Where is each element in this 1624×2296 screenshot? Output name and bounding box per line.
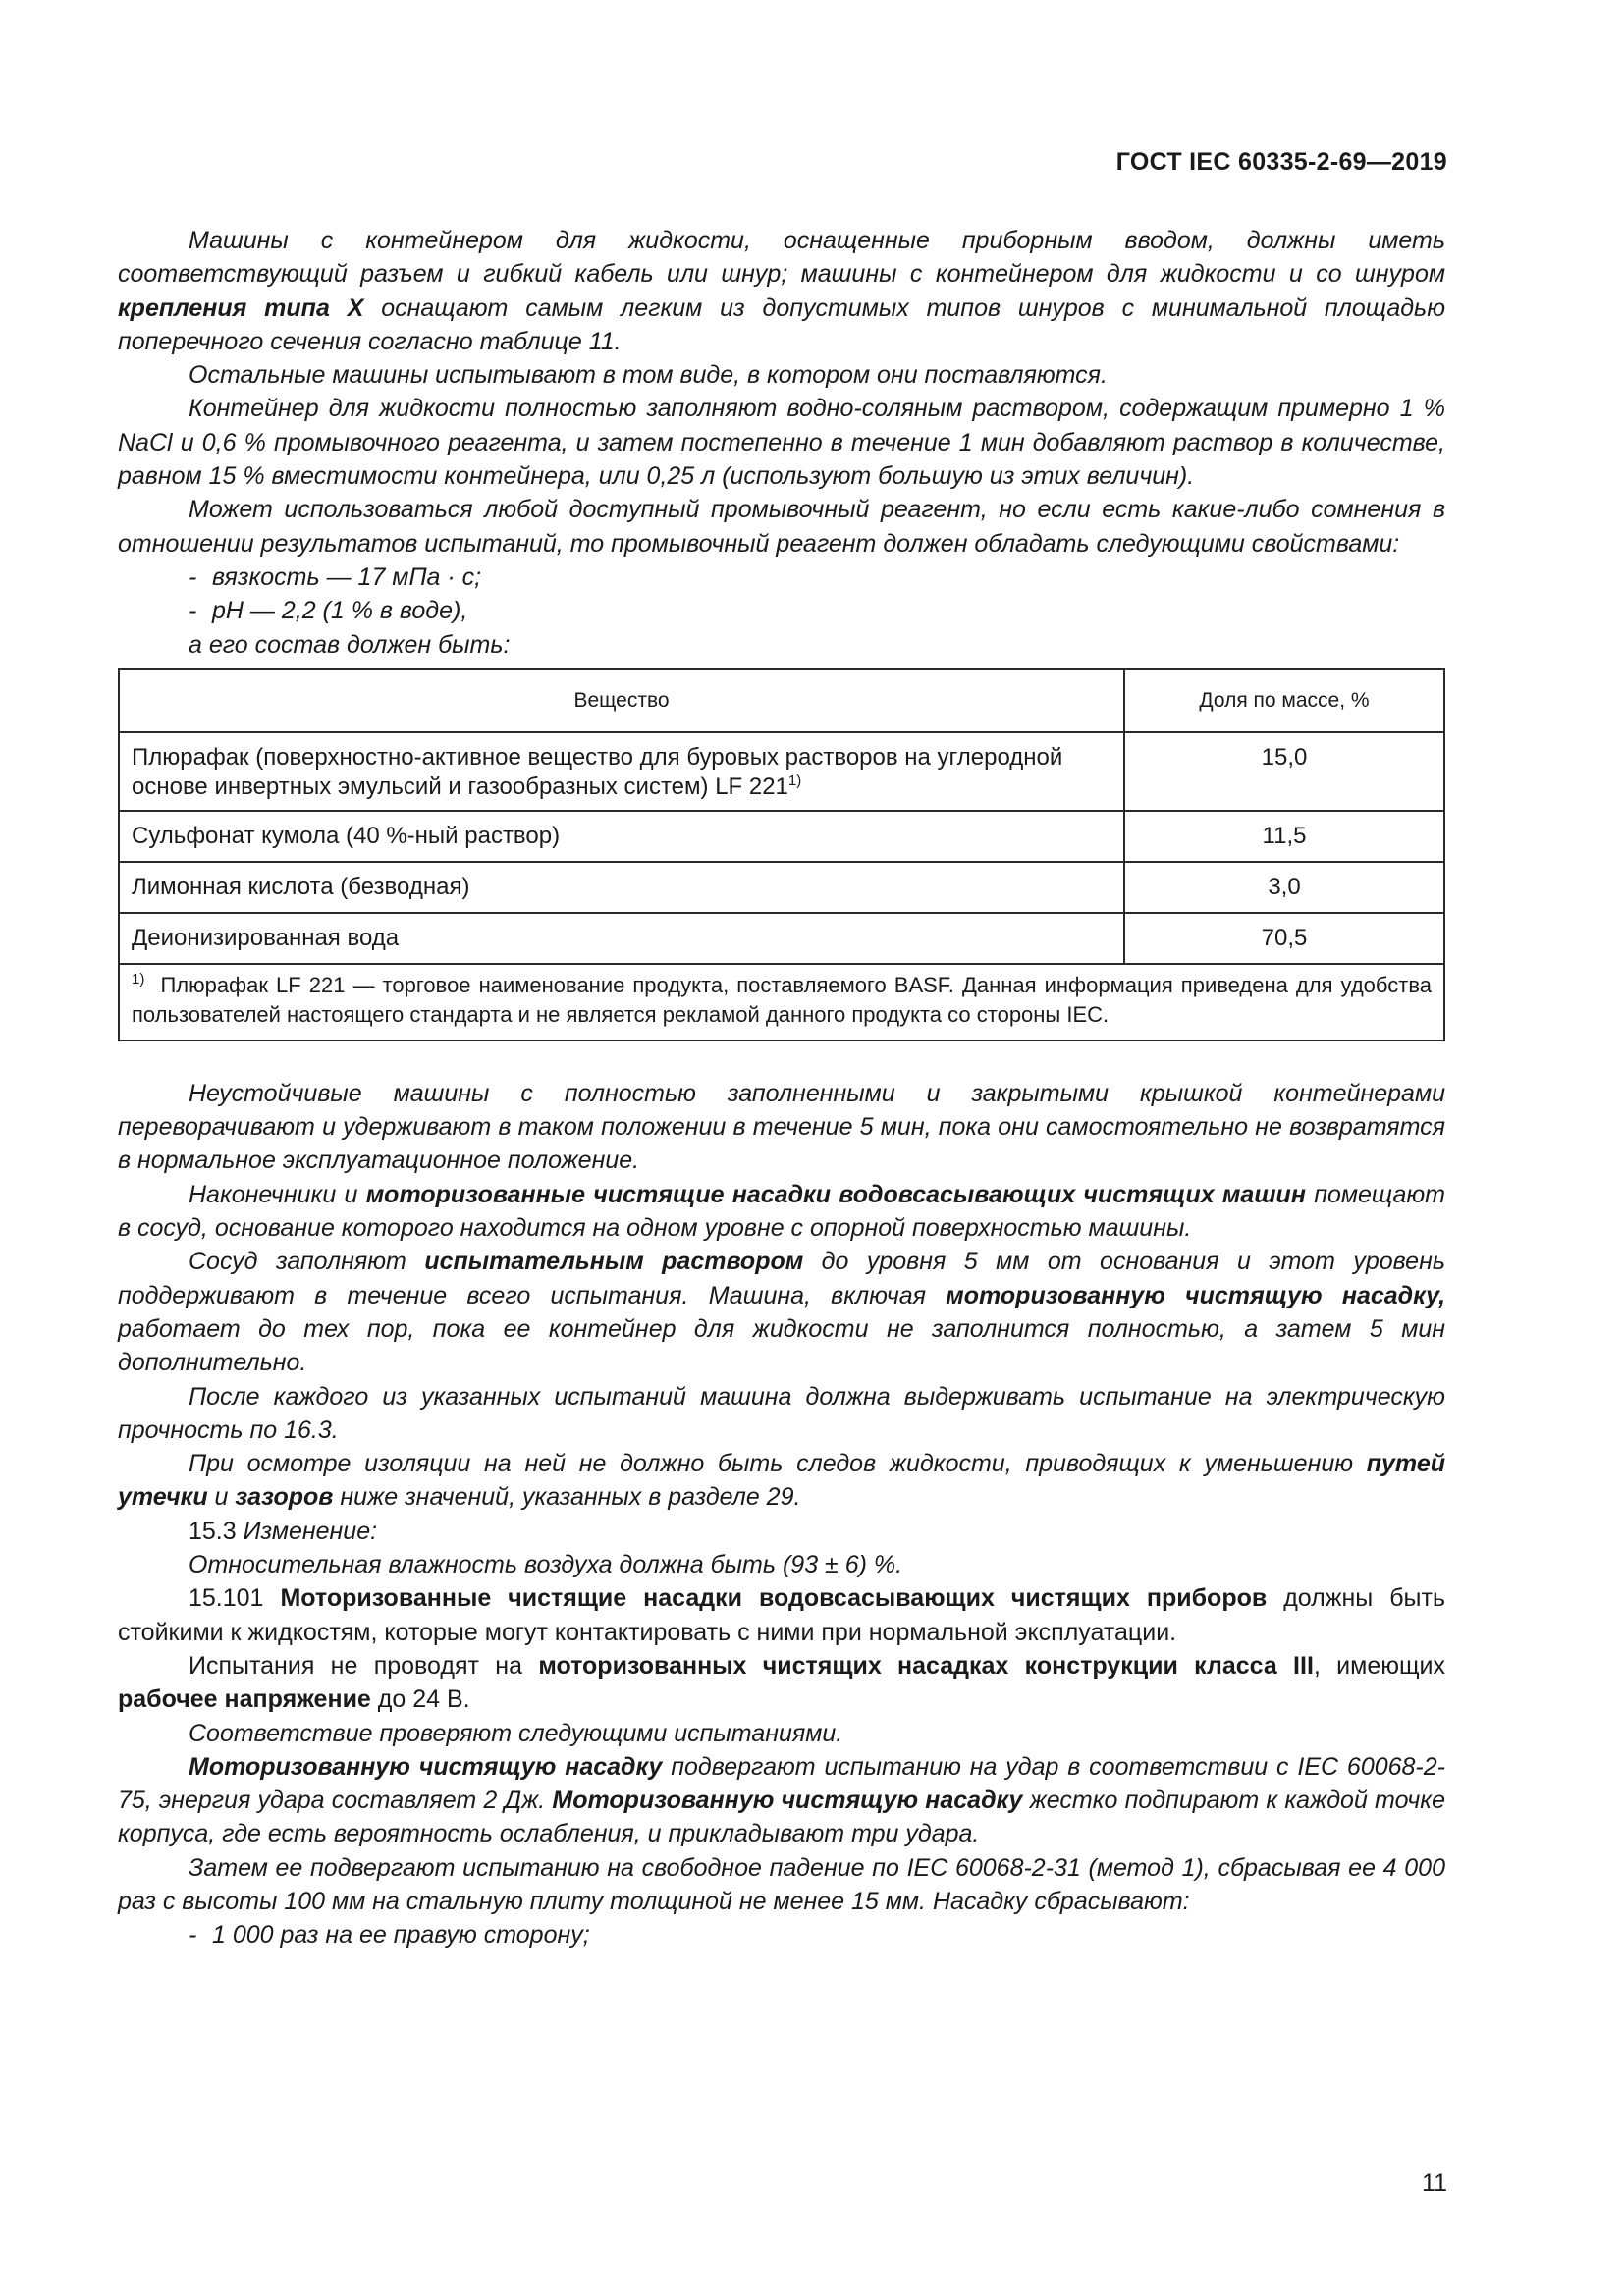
text-run: Машины с контейнером для жидкости, оснащенные приборным вводом, должны иметь соответствующий разъем и гибкий кабель или шнур; машины с контейнером для жидкости и со шнуром: [118, 227, 1445, 289]
term-class-iii-heads: моторизованных чистящих насадках конструкции класса III: [538, 1651, 1314, 1680]
list-dash: -: [189, 562, 197, 591]
paragraph-class-iii-exemption: [118, 1649, 1445, 1717]
text-run: работает до тех пор, пока ее контейнер для жидкости не заполнится полностью, а затем 5 мин дополнительно.: [118, 1314, 1445, 1377]
list-dash: -: [189, 597, 197, 625]
page-body: [118, 224, 1445, 1952]
term-motorized-cleaning-heads-appliances: Моторизованные чистящие насадки водовсасывающих чистящих приборов: [280, 1584, 1268, 1613]
text-run: оснащают самым легким из допустимых типов шнуров с минимальной площадью поперечного сечения согласно таблице 11.: [118, 294, 1446, 355]
list-item-text: 1 000 раз на ее правую сторону;: [212, 1921, 590, 1949]
term-test-solution: испытательным раствором: [424, 1248, 804, 1276]
list-item-text: pH — 2,2 (1 % в воде),: [212, 597, 468, 625]
term-motorized-cleaning-heads: моторизованные чистящие насадки водовсасывающих чистящих машин: [365, 1180, 1306, 1208]
paragraph-free-fall-test: Затем ее подвергают испытанию на свободное падение по IEC 60068-2-31 (метод 1), сбрасывая ее 4 000 раз с высоты 100 мм на стальную плиту толщиной не менее 15 мм. Насадку сбрасывают:: [118, 1853, 1445, 1915]
cell-mass-fraction: 70,5: [1124, 913, 1444, 964]
text-run: до 24 В.: [370, 1685, 470, 1714]
cell-substance: Лимонная кислота (безводная): [119, 862, 1124, 913]
term-motorized-cleaning-head: Моторизованную чистящую насадку: [189, 1752, 663, 1781]
paragraph-electric-strength: После каждого из указанных испытаний машина должна выдерживать испытание на электрическую прочность по 16.3.: [118, 1382, 1445, 1444]
cell-mass-fraction: 3,0: [1124, 862, 1444, 913]
term-clearances: зазоров: [235, 1483, 334, 1512]
list-item-viscosity: [118, 561, 1445, 594]
paragraph-vessel: [118, 1245, 1445, 1379]
list-item-ph: [118, 594, 1445, 627]
text-run: , имеющих: [1313, 1651, 1446, 1680]
paragraph-unstable-machines: Неустойчивые машины с полностью заполненными и закрытыми крышкой контейнерами переворачивают и удерживают в таком положении в течение 5 мин, пока они самостоятельно не возвратятся в нормальное эксплуатационное положение.: [118, 1079, 1445, 1175]
term-creepage-distances: путей утечки: [118, 1450, 1445, 1512]
table-footnote-row: [119, 964, 1444, 1041]
text-run: должны быть стойкими к жидкостям, которые могут контактировать с ними при нормальной эксплуатации.: [118, 1584, 1445, 1646]
clause-number: 15.3: [189, 1517, 237, 1545]
cell-mass-fraction: 15,0: [1124, 732, 1444, 811]
page-number: 11: [1422, 2169, 1447, 2197]
term-motorized-cleaning-head: Моторизованную чистящую насадку: [552, 1787, 1023, 1815]
text-run: подвергают испытанию на удар в соответствии с IEC 60068-2-75, энергия удара составляет 2 Дж.: [118, 1752, 1445, 1815]
term-working-voltage: рабочее напряжение: [118, 1685, 371, 1714]
paragraph-impact-test: [118, 1750, 1445, 1851]
document-standard-header: ГОСТ IEC 60335-2-69—2019: [1115, 148, 1447, 176]
table-row: [119, 913, 1444, 964]
column-header-substance: Вещество: [119, 669, 1124, 732]
footnote-mark: 1): [132, 970, 145, 988]
cell-mass-fraction: 11,5: [1124, 811, 1444, 862]
table-row: [119, 862, 1444, 913]
footnote-ref: 1): [787, 772, 802, 789]
text-run: При осмотре изоляции на ней не должно быть следов жидкости, приводящих к уменьшению: [189, 1450, 1367, 1478]
table-header-row: [119, 669, 1444, 732]
column-header-mass-fraction: Доля по массе, %: [1124, 669, 1444, 732]
clause-15-101: [118, 1581, 1445, 1649]
composition-table: [118, 668, 1445, 1041]
list-item-text: вязкость — 17 мПа · с;: [212, 562, 482, 591]
text-run: и: [207, 1483, 236, 1512]
paragraph-compliance: Соответствие проверяют следующими испытаниями.: [189, 1719, 843, 1747]
term-cord-type-x: крепления типа X: [118, 294, 364, 322]
text-run: Испытания не проводят на: [189, 1651, 539, 1680]
paragraph-containers: [118, 224, 1445, 358]
text-run: ниже значений, указанных в разделе 29.: [333, 1483, 801, 1512]
list-dash: -: [189, 1921, 197, 1949]
text-run: Наконечники и: [189, 1180, 366, 1208]
table-row: [119, 732, 1444, 811]
cell-substance: Сульфонат кумола (40 %-ный раствор): [119, 811, 1124, 862]
text-run: Сосуд заполняют: [189, 1248, 425, 1276]
list-item-right-side: [118, 1918, 1445, 1951]
paragraph-insulation: [118, 1447, 1445, 1515]
paragraph-composition-intro: а его состав должен быть:: [189, 630, 511, 659]
cell-substance: [119, 732, 1124, 811]
table-footnote: [119, 964, 1444, 1041]
footnote-text: Плюрафак LF 221 — торговое наименование продукта, поставляемого BASF. Данная информация приведена для удобства пользователей настоящего стандарта и не является рекламой данного продукта со стороны IEC.: [132, 972, 1432, 1027]
paragraph-other-machines: Остальные машины испытывают в том виде, в котором они поставляются.: [189, 361, 1108, 390]
text-run: помещают в сосуд, основание которого находится на одном уровне с опорной поверхностью машины.: [118, 1180, 1445, 1243]
substance-text: Плюрафак (поверхностно-активное вещество для буровых растворов на углеродной основе инвертных эмульсий и газообразных систем) LF 221: [132, 743, 1063, 800]
text-run: до уровня 5 мм от основания и этот уровень поддерживают в течение всего испытания. Машина, включая: [118, 1248, 1445, 1309]
text-run: жестко подпирают к каждой точке корпуса, где есть вероятность ослабления, и прикладывают три удара.: [118, 1787, 1446, 1848]
paragraph-humidity: Относительная влажность воздуха должна быть (93 ± 6) %.: [189, 1551, 903, 1579]
clause-title: Изменение:: [243, 1517, 378, 1545]
cell-substance: Деионизированная вода: [119, 913, 1124, 964]
paragraph-nozzles: [118, 1178, 1445, 1246]
clause-15-3: [118, 1515, 1445, 1548]
term-motorized-cleaning-head: моторизованную чистящую насадку,: [946, 1281, 1446, 1309]
table-row: [119, 811, 1444, 862]
paragraph-rinsing-agent: Может использоваться любой доступный промывочный реагент, но если есть какие-либо сомнения в отношении результатов испытаний, то промывочный реагент должен обладать следующими свойствами:: [118, 496, 1445, 558]
clause-number: 15.101: [189, 1584, 264, 1613]
paragraph-saline-solution: Контейнер для жидкости полностью заполняют водно-соляным раствором, содержащим примерно 1 % NaCl и 0,6 % промывочного реагента, и затем постепенно в течение 1 мин добавляют раствор в количестве, равном 15 % вместимости контейнера, или 0,25 л (используют большую из этих величин).: [118, 395, 1445, 491]
